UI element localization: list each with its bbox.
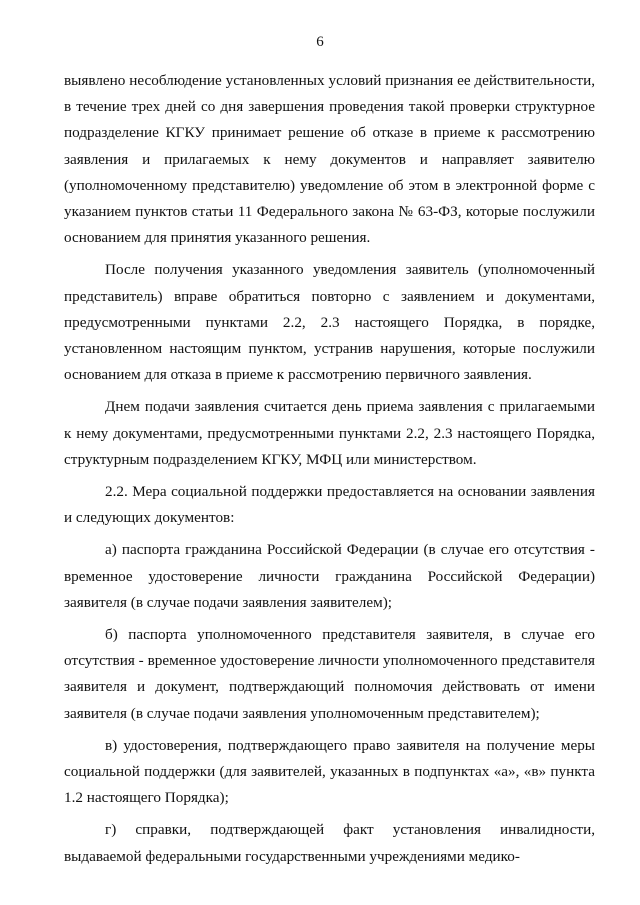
paragraph-item-v: в) удостоверения, подтверждающего право заявителя на получение меры социальной поддержки (для заявителей, указанных в подпунктах «а», «в» пункта 1.2 настоящего Порядка);: [64, 736, 595, 807]
paragraph-repeat-application: После получения указанного уведомления заявитель (уполномоченный представитель) вправе обратиться повторно с заявлением и документами, предусмотренными пунктами 2.2, 2.3 настоящего Порядка, в порядке, установленном настоящим пунктом, устранив нарушения, которые послужили основанием для отказа в приеме к рассмотрению первичного заявления.: [64, 261, 595, 384]
document-body: [64, 68, 595, 870]
paragraph-section-2-2: 2.2. Мера социальной поддержки предоставляется на основании заявления и следующих документов:: [64, 483, 595, 527]
page-number: 6: [316, 34, 324, 50]
paragraph-item-b: б) паспорта уполномоченного представителя заявителя, в случае его отсутствия - временное удостоверение личности уполномоченного представителя заявителя и документ, подтверждающий полномочия действовать от имени заявителя (в случае подачи заявления уполномоченным представителем);: [64, 626, 595, 722]
paragraph-item-a: а) паспорта гражданина Российской Федерации (в случае его отсутствия - временное удостоверение личности гражданина Российской Федерации) заявителя (в случае подачи заявления заявителем);: [64, 541, 595, 611]
paragraph-application-date: Днем подачи заявления считается день приема заявления с прилагаемыми к нему документами, предусмотренными пунктами 2.2, 2.3 настоящего Порядка, структурным подразделением КГКУ, МФЦ или министерством.: [64, 398, 595, 468]
paragraph-signature-check-continuation: выявлено несоблюдение установленных условий признания ее действительности, в течение трех дней со дня завершения проведения такой проверки структурное подразделение КГКУ принимает решение об отказе в приеме к рассмотрению заявления и прилагаемых к нему документов и направляет заявителю (уполномоченному представителю) уведомление об этом в электронной форме с указанием пунктов статьи 11 Федерального закона № 63-ФЗ, которые послужили основанием для принятия указанного решения.: [64, 72, 595, 247]
paragraph-item-g: г) справки, подтверждающей факт установления инвалидности, выдаваемой федеральными государственными учреждениями медико-: [64, 821, 595, 865]
